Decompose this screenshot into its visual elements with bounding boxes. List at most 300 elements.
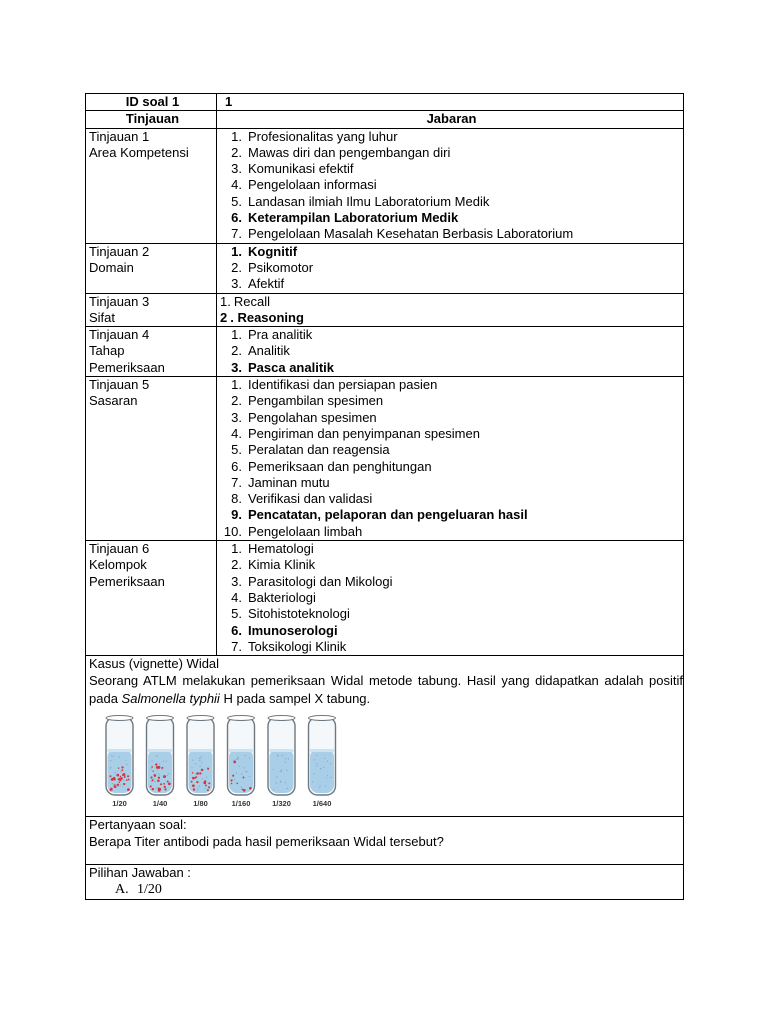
list-item — [220, 377, 683, 393]
suspension-particle — [111, 756, 112, 757]
agglutinate-particle — [164, 789, 166, 791]
item-text: Psikomotor — [248, 259, 314, 275]
suspension-particle — [273, 790, 274, 791]
agglutinate-particle — [168, 784, 170, 786]
item-number: 1. — [231, 377, 242, 393]
suspension-particle — [324, 758, 325, 759]
suspension-particle — [161, 769, 162, 770]
item-text: Identifikasi dan persiapan pasien — [248, 377, 438, 393]
item-text: Komunikasi efektif — [248, 161, 354, 177]
suspension-particle — [288, 759, 289, 760]
tinjauan-label: Tinjauan 4 — [89, 327, 150, 343]
tube-dilution-label: 1/320 — [272, 799, 291, 809]
agglutinate-particle — [152, 788, 154, 790]
agglutinate-particle — [196, 781, 198, 783]
tinjauan4-row — [86, 327, 684, 377]
suspension-particle — [111, 790, 112, 791]
agglutinate-particle — [205, 785, 207, 787]
kasus-row — [86, 656, 684, 817]
suspension-particle — [239, 766, 240, 767]
suspension-particle — [201, 763, 202, 764]
agglutinate-particle — [154, 775, 157, 778]
pilihan-cell — [86, 865, 684, 900]
item-number: 3. — [231, 573, 242, 589]
item-number: 1. — [220, 293, 231, 309]
tinjauan-label: Area Kompetensi — [89, 144, 189, 160]
agglutinate-particle — [157, 766, 160, 769]
suspension-particle — [199, 760, 200, 761]
list-item — [220, 393, 683, 409]
tube-dilution-label: 1/640 — [312, 799, 332, 809]
suspension-particle — [202, 779, 203, 780]
item-text: Pengambilan spesimen — [248, 393, 384, 409]
suspension-particle — [330, 763, 331, 764]
tinjauan6-items — [217, 541, 684, 656]
agglutinate-particle — [195, 777, 197, 779]
agglutinate-particle — [191, 781, 193, 783]
item-number: 1. — [231, 541, 242, 557]
suspension-particle — [286, 770, 287, 771]
suspension-particle — [282, 755, 283, 756]
tinjauan2-row — [86, 243, 684, 293]
item-number: 1. — [231, 128, 242, 144]
suspension-particle — [327, 775, 328, 776]
tube-rim — [268, 716, 295, 721]
list-item — [220, 360, 683, 376]
agglutinate-particle — [123, 783, 125, 785]
liquid-surface — [108, 749, 132, 752]
item-text: Pengelolaan limbah — [248, 523, 363, 539]
list-item — [220, 557, 683, 573]
agglutinate-particle — [114, 786, 117, 789]
suspension-particle — [320, 768, 321, 769]
suspension-particle — [276, 777, 277, 778]
agglutinate-particle — [158, 777, 160, 779]
suspension-particle — [280, 781, 281, 782]
item-text: Pengelolaan informasi — [248, 177, 377, 193]
item-number: 1. — [231, 327, 242, 343]
item-number: 3. — [231, 276, 242, 292]
list-item — [220, 226, 683, 242]
agglutinate-particle — [192, 777, 195, 780]
answer-option — [89, 882, 683, 898]
suspension-particle — [241, 787, 242, 788]
item-text: Pengiriman dan penyimpanan spesimen — [248, 425, 480, 441]
header-row-columns — [86, 111, 684, 128]
tinjauan1-items — [217, 128, 684, 243]
header-row-id — [86, 94, 684, 111]
suspension-particle — [245, 771, 246, 772]
agglutinate-particle — [150, 786, 152, 788]
suspension-particle — [319, 785, 320, 786]
agglutinate-particle — [157, 780, 160, 783]
list-item — [220, 426, 683, 442]
suspension-particle — [110, 760, 111, 761]
suspension-particle — [118, 786, 119, 787]
item-text: Jaminan mutu — [248, 474, 330, 490]
agglutinate-particle — [231, 783, 233, 785]
agglutinate-particle — [152, 771, 153, 772]
id-label: ID soal 1 — [86, 94, 217, 111]
list-item — [220, 410, 683, 426]
tinjauan-label: Pemeriksaan — [89, 573, 165, 589]
agglutinate-particle — [122, 770, 124, 772]
item-text: Peralatan dan reagensia — [248, 442, 390, 458]
suspension-particle — [112, 783, 113, 784]
item-text: Keterampilan Laboratorium Medik — [248, 210, 459, 226]
suspension-particle — [200, 766, 201, 767]
tinjauan5-labels — [86, 377, 217, 541]
list-item — [220, 541, 683, 557]
agglutinate-particle — [127, 789, 130, 792]
suspension-particle — [154, 774, 155, 775]
liquid-surface — [148, 749, 172, 752]
suspension-particle — [168, 773, 169, 774]
kasus-cell — [86, 656, 684, 817]
item-number: 8. — [231, 491, 242, 507]
agglutinate-particle — [193, 789, 195, 791]
suspension-particle — [236, 759, 237, 760]
agglutinate-particle — [232, 775, 234, 777]
liquid-surface — [270, 749, 294, 752]
item-number: 4. — [231, 177, 242, 193]
tube-liquid — [310, 749, 334, 793]
suspension-particle — [153, 778, 154, 779]
item-text: Kognitif — [248, 243, 298, 259]
suspension-particle — [110, 768, 111, 769]
item-text: Kimia Klinik — [248, 557, 316, 573]
tinjauan6-row — [86, 541, 684, 656]
suspension-particle — [156, 787, 157, 788]
tinjauan-header: Tinjauan — [86, 111, 217, 128]
item-text: Bakteriologi — [248, 589, 316, 605]
agglutinate-particle — [207, 768, 209, 770]
pilihan-row — [86, 865, 684, 900]
item-number: 6. — [231, 458, 242, 474]
tinjauan2-labels — [86, 243, 217, 293]
widal-tube — [228, 716, 255, 809]
suspension-particle — [206, 777, 207, 778]
list-item — [220, 129, 683, 145]
agglutinate-particle — [155, 764, 157, 766]
tinjauan-label: Pemeriksaan — [89, 359, 165, 375]
list-item — [220, 606, 683, 622]
tube-dilution-label: 1/40 — [152, 799, 168, 809]
agglutinate-particle — [208, 783, 210, 785]
list-item — [220, 590, 683, 606]
suspension-particle — [316, 766, 317, 767]
agglutinate-particle — [192, 785, 195, 788]
suspension-particle — [198, 788, 199, 789]
suspension-particle — [167, 775, 168, 776]
agglutinate-particle — [120, 776, 122, 778]
tinjauan3-items — [217, 293, 684, 327]
item-text: Pra analitik — [248, 327, 313, 343]
tinjauan1-labels — [86, 128, 217, 243]
suspension-particle — [114, 785, 115, 786]
agglutinate-particle — [164, 786, 166, 788]
tinjauan-label: Domain — [89, 259, 134, 275]
suspension-particle — [151, 769, 152, 770]
agglutinate-particle — [237, 783, 239, 785]
item-text: Afektif — [248, 276, 285, 292]
suspension-particle — [122, 786, 123, 787]
suspension-particle — [249, 776, 250, 777]
suspension-particle — [202, 769, 203, 770]
item-number: 2. — [231, 144, 242, 160]
suspension-particle — [317, 763, 318, 764]
tinjauan-label: Tahap — [89, 343, 125, 359]
tinjauan5-row — [86, 377, 684, 541]
suspension-particle — [113, 756, 114, 757]
tinjauan3-row — [86, 293, 684, 327]
agglutinate-particle — [192, 772, 194, 774]
item-number: 2. — [231, 343, 242, 359]
suspension-particle — [205, 788, 206, 789]
tube-dilution-label: 1/160 — [231, 799, 251, 809]
agglutinate-particle — [249, 787, 252, 790]
item-text: . Reasoning — [230, 309, 304, 325]
list-item — [220, 194, 683, 210]
agglutinate-particle — [204, 781, 206, 783]
suspension-particle — [191, 767, 192, 768]
item-number: 2 — [220, 309, 228, 325]
item-number: 6. — [231, 210, 242, 226]
suspension-particle — [285, 782, 286, 783]
suspension-particle — [207, 767, 208, 768]
item-number: 2. — [231, 259, 242, 275]
item-text: Hematologi — [248, 541, 314, 557]
agglutinate-particle — [118, 779, 120, 781]
agglutinate-particle — [119, 782, 121, 784]
list-item — [220, 244, 683, 260]
item-number: 5. — [231, 442, 242, 458]
suspension-particle — [246, 771, 247, 772]
suspension-particle — [111, 768, 112, 769]
item-number: 4. — [231, 589, 242, 605]
suspension-particle — [199, 786, 200, 787]
tinjauan-label: Tinjauan 6 — [89, 541, 150, 557]
pertanyaan-cell — [86, 817, 684, 865]
list-item — [220, 260, 683, 276]
suspension-particle — [276, 783, 277, 784]
agglutinate-particle — [158, 788, 161, 791]
suspension-particle — [120, 785, 121, 786]
agglutinate-particle — [196, 773, 199, 776]
option-letter: A. — [115, 881, 129, 897]
suspension-particle — [278, 756, 279, 757]
tinjauan4-items — [217, 327, 684, 377]
item-number: 3. — [231, 359, 242, 375]
item-number: 3. — [231, 161, 242, 177]
widal-tube — [187, 716, 214, 809]
tinjauan-label: Sasaran — [89, 393, 138, 409]
widal-tube — [106, 716, 133, 809]
item-text: Pengelolaan Masalah Kesehatan Berbasis Laboratorium — [248, 226, 574, 242]
suspension-particle — [331, 777, 332, 778]
item-text: Analitik — [248, 343, 290, 359]
agglutinate-particle — [121, 767, 123, 769]
item-number: 5. — [231, 193, 242, 209]
suspension-particle — [287, 788, 288, 789]
item-text: Pencatatan, pelaporan dan pengeluaran hasil — [248, 507, 528, 523]
suspension-particle — [119, 757, 120, 758]
agglutinate-particle — [128, 779, 130, 781]
id-value: 1 — [217, 94, 684, 111]
list-item — [220, 475, 683, 491]
list-item — [220, 442, 683, 458]
widal-tube — [268, 716, 295, 809]
pertanyaan-text: Berapa Titer antibodi pada hasil pemeriksaan Widal tersebut? — [89, 833, 444, 849]
agglutinate-particle — [208, 787, 210, 789]
suspension-particle — [285, 758, 286, 759]
item-text: Mawas diri dan pengembangan diri — [248, 144, 451, 160]
tube-rim — [309, 716, 336, 721]
suspension-particle — [234, 760, 235, 761]
suspension-particle — [236, 783, 237, 784]
suspension-particle — [123, 780, 124, 781]
kasus-title: Kasus (vignette) Widal — [89, 656, 220, 672]
agglutinate-particle — [116, 774, 119, 777]
list-item — [220, 276, 683, 292]
agglutinate-particle — [127, 776, 129, 778]
agglutinate-particle — [199, 773, 201, 775]
item-text: Profesionalitas yang luhur — [248, 128, 398, 144]
list-item — [220, 310, 683, 326]
agglutinate-particle — [163, 776, 166, 779]
list-item — [220, 491, 683, 507]
item-text: Verifikasi dan validasi — [248, 491, 373, 507]
liquid-surface — [229, 749, 253, 752]
pilihan-title: Pilihan Jawaban : — [89, 865, 191, 881]
agglutinate-particle — [242, 789, 243, 790]
tube-rim — [228, 716, 255, 721]
suspension-particle — [237, 758, 238, 759]
item-number: 2. — [231, 393, 242, 409]
list-item — [220, 145, 683, 161]
tube-dilution-label: 1/20 — [112, 799, 127, 809]
suspension-particle — [323, 767, 324, 768]
suspension-particle — [115, 772, 116, 773]
suspension-particle — [121, 772, 122, 773]
suspension-particle — [312, 782, 313, 783]
suspension-particle — [156, 770, 157, 771]
suspension-particle — [326, 778, 327, 779]
agglutinate-particle — [207, 789, 209, 791]
suspension-particle — [273, 769, 274, 770]
organism-name: Salmonella typhii — [121, 690, 220, 706]
agglutinate-particle — [123, 774, 126, 777]
item-text: Recall — [233, 293, 270, 309]
suspension-particle — [159, 775, 160, 776]
item-text: Landasan ilmiah Ilmu Laboratorium Medik — [248, 193, 490, 209]
item-text: Pemeriksaan dan penghitungan — [248, 458, 432, 474]
agglutinate-particle — [243, 789, 246, 792]
suspension-particle — [154, 781, 155, 782]
list-item — [220, 343, 683, 359]
question-table — [85, 93, 684, 900]
suspension-particle — [200, 758, 201, 759]
agglutinate-particle — [152, 780, 154, 782]
tinjauan4-labels — [86, 327, 217, 377]
suspension-particle — [249, 758, 250, 759]
agglutinate-particle — [151, 767, 153, 769]
suspension-particle — [316, 755, 317, 756]
agglutinate-particle — [126, 780, 128, 782]
suspension-particle — [327, 761, 328, 762]
item-number: 7. — [231, 638, 242, 654]
suspension-particle — [125, 760, 126, 761]
suspension-particle — [241, 774, 242, 775]
jabaran-header: Jabaran — [217, 111, 684, 128]
widal-tube — [309, 716, 336, 809]
pertanyaan-row — [86, 817, 684, 865]
tinjauan-label: Tinjauan 2 — [89, 243, 150, 259]
agglutinate-particle — [117, 784, 119, 786]
item-number: 5. — [231, 606, 242, 622]
tube-dilution-label: 1/80 — [193, 799, 208, 809]
suspension-particle — [163, 761, 164, 762]
item-number: 9. — [231, 507, 242, 523]
suspension-particle — [234, 779, 235, 780]
item-number: 2. — [231, 557, 242, 573]
agglutinate-particle — [150, 777, 152, 779]
agglutinate-particle — [233, 761, 236, 764]
list-item — [220, 574, 683, 590]
agglutinate-particle — [243, 777, 245, 779]
suspension-particle — [195, 774, 196, 775]
list-item — [220, 507, 683, 523]
tube-liquid — [229, 749, 253, 793]
suspension-particle — [325, 786, 326, 787]
kasus-text: Seorang ATLM melakukan pemeriksaan Widal metode tabung. Hasil yang didapatkan adalah positif pada Salmonella typhii H pada sampel X tabung. — [89, 673, 683, 706]
liquid-surface — [189, 749, 213, 752]
suspension-particle — [236, 773, 237, 774]
item-number: 6. — [231, 622, 242, 638]
tube-rim — [106, 716, 133, 721]
tinjauan-label: Kelompok — [89, 557, 147, 573]
list-item — [220, 294, 683, 310]
tinjauan3-labels — [86, 293, 217, 327]
item-text: Pasca analitik — [248, 359, 334, 375]
pertanyaan-title: Pertanyaan soal: — [89, 817, 187, 833]
suspension-particle — [151, 781, 152, 782]
suspension-particle — [280, 771, 281, 772]
suspension-particle — [126, 764, 127, 765]
list-item — [220, 210, 683, 226]
liquid-surface — [310, 749, 334, 752]
list-item — [220, 639, 683, 655]
agglutinate-particle — [110, 776, 112, 778]
item-text: Sitohistoteknologi — [248, 606, 350, 622]
tinjauan-label: Tinjauan 5 — [89, 377, 150, 393]
list-item — [220, 327, 683, 343]
agglutinate-particle — [160, 784, 162, 786]
widal-tubes-svg — [103, 715, 353, 810]
list-item — [220, 623, 683, 639]
option-text: 1/20 — [137, 881, 162, 897]
suspension-particle — [166, 761, 167, 762]
suspension-particle — [314, 773, 315, 774]
item-number: 7. — [231, 226, 242, 242]
widal-tube — [147, 716, 174, 809]
agglutinate-particle — [113, 777, 116, 780]
suspension-particle — [201, 757, 202, 758]
item-number: 1. — [231, 243, 242, 259]
suspension-particle — [280, 782, 281, 783]
agglutinate-particle — [163, 783, 165, 785]
suspension-particle — [319, 787, 320, 788]
